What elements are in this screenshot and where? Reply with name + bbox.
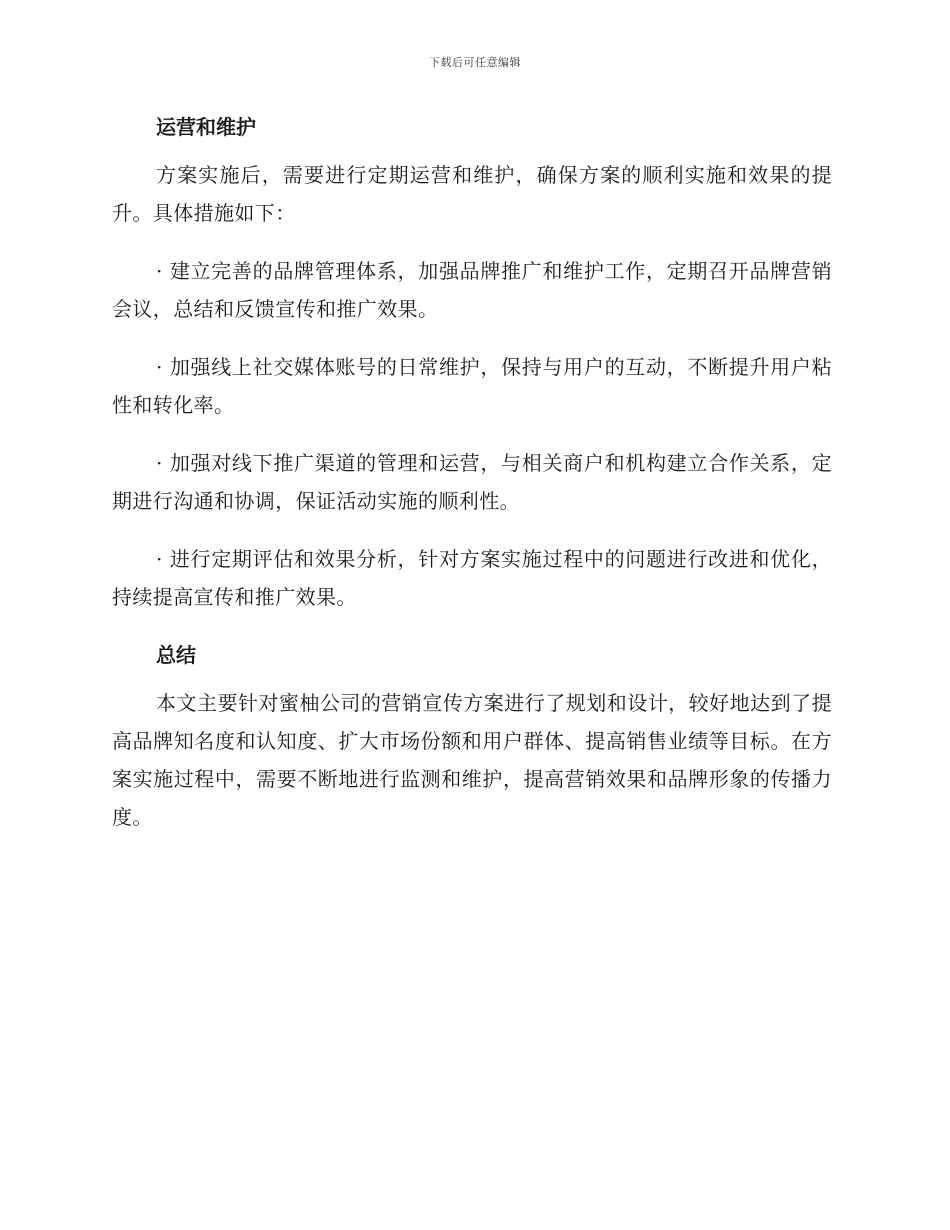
page-header: 下载后可任意编辑 [429,56,521,69]
bullet-offline-channels: · 加强对线下推广渠道的管理和运营，与相关商户和机构建立合作关系，定期进行沟通和协调，保证活动实施的顺利性。 [112,451,832,513]
bullet-brand-management: · 建立完善的品牌管理体系，加强品牌推广和维护工作，定期召开品牌营销会议，总结和反馈宣传和推广效果。 [112,259,832,321]
bullet-online-social-media: · 加强线上社交媒体账号的日常维护，保持与用户的互动，不断提升用户粘性和转化率。 [112,355,832,417]
bullet-evaluation-analysis: · 进行定期评估和效果分析，针对方案实施过程中的问题进行改进和优化，持续提高宣传和推广效果。 [112,547,832,609]
section-title-operations: 运营和维护 [156,115,256,139]
section-title-summary: 总结 [156,643,196,667]
paragraph-summary: 本文主要针对蜜柚公司的营销宣传方案进行了规划和设计，较好地达到了提高品牌知名度和认知度、扩大市场份额和用户群体、提高销售业绩等目标。在方案实施过程中，需要不断地进行监测和维护，提高营销效果和品牌形象的传播力度。 [112,691,832,829]
document-body [112,108,832,836]
paragraph-operations-intro: 方案实施后，需要进行定期运营和维护，确保方案的顺利实施和效果的提升。具体措施如下： [112,163,832,225]
